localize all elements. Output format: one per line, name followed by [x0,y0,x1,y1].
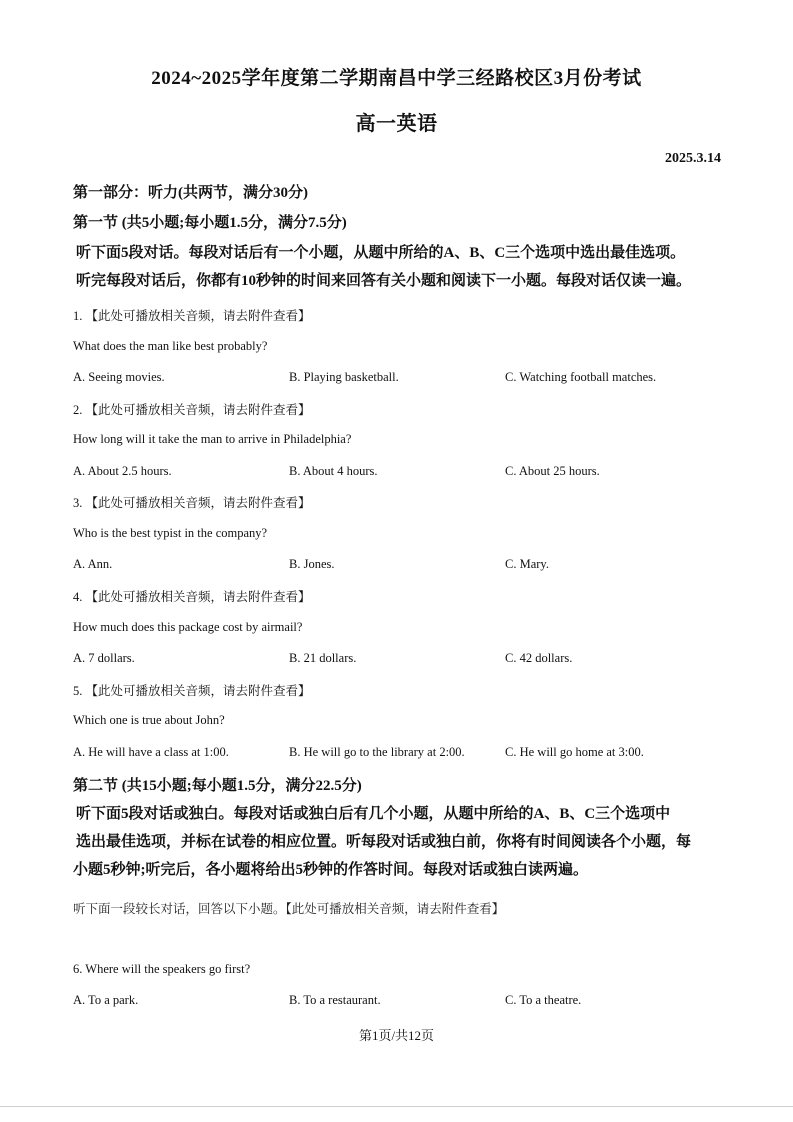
option-a[interactable]: A. He will have a class at 1:00. [73,745,229,759]
option-b[interactable]: B. To a restaurant. [289,993,381,1007]
section1-heading: 第一节 (共5小题;每小题1.5分，满分7.5分) [73,215,347,231]
exam-subject: 高一英语 [355,113,438,135]
option-c[interactable]: C. To a theatre. [505,993,582,1007]
option-a[interactable]: A. About 2.5 hours. [73,464,172,478]
exam-date: 2025.3.14 [665,151,721,166]
option-a[interactable]: A. Seeing movies. [73,370,165,384]
question-text: Which one is true about John? [73,713,225,727]
question-text: How much does this package cost by airmail? [73,620,303,634]
audio-note: 听下面一段较长对话，回答以下小题。【此处可播放相关音频，请去附件查看】 [73,902,505,916]
option-b[interactable]: B. He will go to the library at 2:00. [289,745,465,759]
question-text: Who is the best typist in the company? [73,526,268,540]
option-c[interactable]: C. Watching football matches. [505,370,657,384]
option-c[interactable]: C. About 25 hours. [505,464,600,478]
section2-instructions [73,800,736,884]
section2-heading: 第二节 (共15小题;每小题1.5分，满分22.5分) [73,778,362,794]
option-c[interactable]: C. Mary. [505,557,549,571]
question-number: 4. 【此处可播放相关音频，请去附件查看】 [73,590,311,604]
question-number: 1. 【此处可播放相关音频，请去附件查看】 [73,309,311,323]
exam-title: 2024~2025学年度第二学期南昌中学三经路校区3月份考试 [151,68,642,89]
option-b[interactable]: B. About 4 hours. [289,464,378,478]
question-text: 6. Where will the speakers go first? [73,962,251,976]
part1-heading: 第一部分：听力(共两节，满分30分) [73,185,308,201]
option-b[interactable]: B. Playing basketball. [289,370,399,384]
page-bottom-divider [0,1106,793,1107]
option-a[interactable]: A. 7 dollars. [73,651,135,665]
option-a[interactable]: A. To a park. [73,993,139,1007]
option-a[interactable]: A. Ann. [73,557,113,571]
question-text: What does the man like best probably? [73,339,268,353]
question-text: How long will it take the man to arrive in Philadelphia? [73,432,352,446]
page-number: 第1页/共12页 [358,1028,435,1043]
option-b[interactable]: B. 21 dollars. [289,651,357,665]
question-number: 2. 【此处可播放相关音频，请去附件查看】 [73,403,311,417]
option-b[interactable]: B. Jones. [289,557,335,571]
instruction-line: 小题5秒钟;听完后，各小题将给出5秒钟的作答时间。每段对话或独白读两遍。 [73,862,588,878]
instruction-line: 听下面5段对话或独白。每段对话或独白后有几个小题，从题中所给的A、B、C三个选项中 [76,806,671,822]
option-c[interactable]: C. He will go home at 3:00. [505,745,644,759]
question-number: 3. 【此处可播放相关音频，请去附件查看】 [73,496,311,510]
option-c[interactable]: C. 42 dollars. [505,651,573,665]
instruction-line: 听下面5段对话。每段对话后有一个小题，从题中所给的A、B、C三个选项中选出最佳选项。 [76,245,686,261]
section1-instructions [76,239,736,295]
instruction-line: 选出最佳选项，并标在试卷的相应位置。听每段对话或独白前，你将有时间阅读各个小题，每 [76,834,692,850]
instruction-line: 听完每段对话后，你都有10秒钟的时间来回答有关小题和阅读下一小题。每段对话仅读一遍。 [76,273,692,289]
question-number: 5. 【此处可播放相关音频，请去附件查看】 [73,684,311,698]
